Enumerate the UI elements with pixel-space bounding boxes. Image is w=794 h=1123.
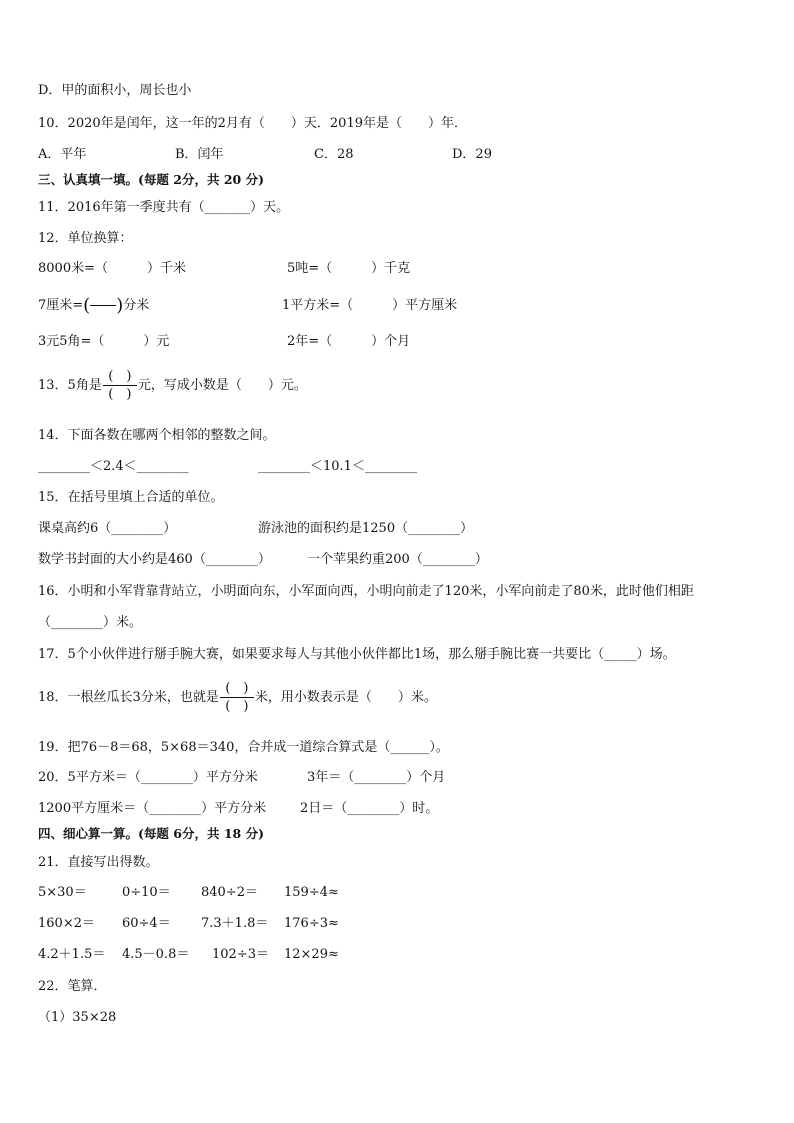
q22-item1: （1）35×28: [38, 1010, 117, 1025]
q12-row2-b: 1平方米=（ ）平方厘米: [282, 298, 458, 313]
q10-option-b: B．闰年: [175, 147, 224, 162]
q15-d: 一个苹果约重200（________）: [307, 552, 488, 567]
q16-line1: 16．小明和小军背靠背站立，小明面向东，小军面向西，小明向前走了120米，小军向前走了80米，此时他们相距: [38, 584, 694, 599]
q12-stem: 12．单位换算：: [38, 231, 133, 246]
q12-row1-b: 5吨=（ ）千克: [287, 261, 411, 276]
q10-option-a: A．平年: [38, 147, 87, 162]
q13: 13．5角是 $\frac{( )}{( )}$ 元，写成小数是（ ）元。: [38, 369, 307, 402]
q13-fraction: $\frac{( )}{( )}$: [103, 370, 137, 401]
q21-r2c3: 7.3＋1.8＝: [201, 916, 269, 931]
q21-r2c4: 176÷3≈: [284, 916, 339, 931]
q21-r1c3: 840÷2＝: [201, 885, 258, 900]
q14-b: ________＜10.1＜________: [258, 459, 417, 474]
q21-r3c2: 4.5－0.8＝: [122, 947, 190, 962]
q20-b: 3年＝（________）个月: [307, 770, 446, 785]
q15-b: 游泳池的面积约是1250（________）: [258, 521, 474, 536]
q18-fraction: $\frac{( )}{( )}$: [220, 682, 254, 713]
q10-stem: 10．2020年是闰年，这一年的2月有（ ）天．2019年是（ ）年．: [38, 116, 467, 131]
q11: 11．2016年第一季度共有（_______）天。: [38, 200, 290, 215]
q21-r3c1: 4.2＋1.5＝: [38, 947, 106, 962]
q21-stem: 21．直接写出得数。: [38, 855, 159, 870]
q12-row3-a: 3元5角=（ ）元: [38, 334, 170, 349]
q10-option-d: D．29: [452, 147, 492, 162]
q16-line2: （________）米。: [38, 615, 143, 630]
q15-a: 课桌高约6（________）: [38, 521, 177, 536]
q17: 17．5个小伙伴进行掰手腕大赛，如果要求每人与其他小伙伴都比1场，那么掰手腕比赛一共要比（_____）场。: [38, 647, 676, 662]
q12-row2-a: 7厘米=( )分米: [38, 294, 150, 316]
q9-option-d: D．甲的面积小，周长也小: [38, 83, 192, 98]
q21-r2c1: 160×2＝: [38, 916, 95, 931]
q12-row1-a: 8000米=（ ）千米: [38, 261, 186, 276]
q21-r1c1: 5×30＝: [38, 885, 87, 900]
section-3-heading: 三、认真填一填。(每题 2分，共 20 分): [38, 172, 264, 187]
q22-stem: 22．笔算．: [38, 979, 107, 994]
q21-r2c2: 60÷4＝: [122, 916, 171, 931]
q15-stem: 15．在括号里填上合适的单位。: [38, 490, 224, 505]
q21-r1c2: 0÷10＝: [122, 885, 171, 900]
q12-row3-b: 2年=（ ）个月: [287, 334, 411, 349]
q21-r1c4: 159÷4≈: [284, 885, 339, 900]
q20-c: 1200平方厘米＝（________）平方分米: [38, 801, 267, 816]
q21-r3c3: 102÷3＝: [212, 947, 269, 962]
q19: 19．把76－8＝68，5×68＝340，合并成一道综合算式是（______）。: [38, 740, 449, 755]
q10-option-c: C．28: [314, 147, 354, 162]
q20-a: 20．5平方米＝（________）平方分米: [38, 770, 258, 785]
q15-c: 数学书封面的大小约是460（________）: [38, 552, 271, 567]
q18: 18．一根丝瓜长3分米，也就是 $\frac{( )}{( )}$ 米，用小数表示是（ ）米。: [38, 681, 437, 714]
q21-r3c4: 12×29≈: [284, 947, 339, 962]
q20-d: 2日＝（________）时。: [300, 801, 439, 816]
q14-a: ________＜2.4＜________: [38, 459, 189, 474]
q14-stem: 14．下面各数在哪两个相邻的整数之间。: [38, 428, 276, 443]
section-4-heading: 四、细心算一算。(每题 6分，共 18 分): [38, 826, 264, 841]
